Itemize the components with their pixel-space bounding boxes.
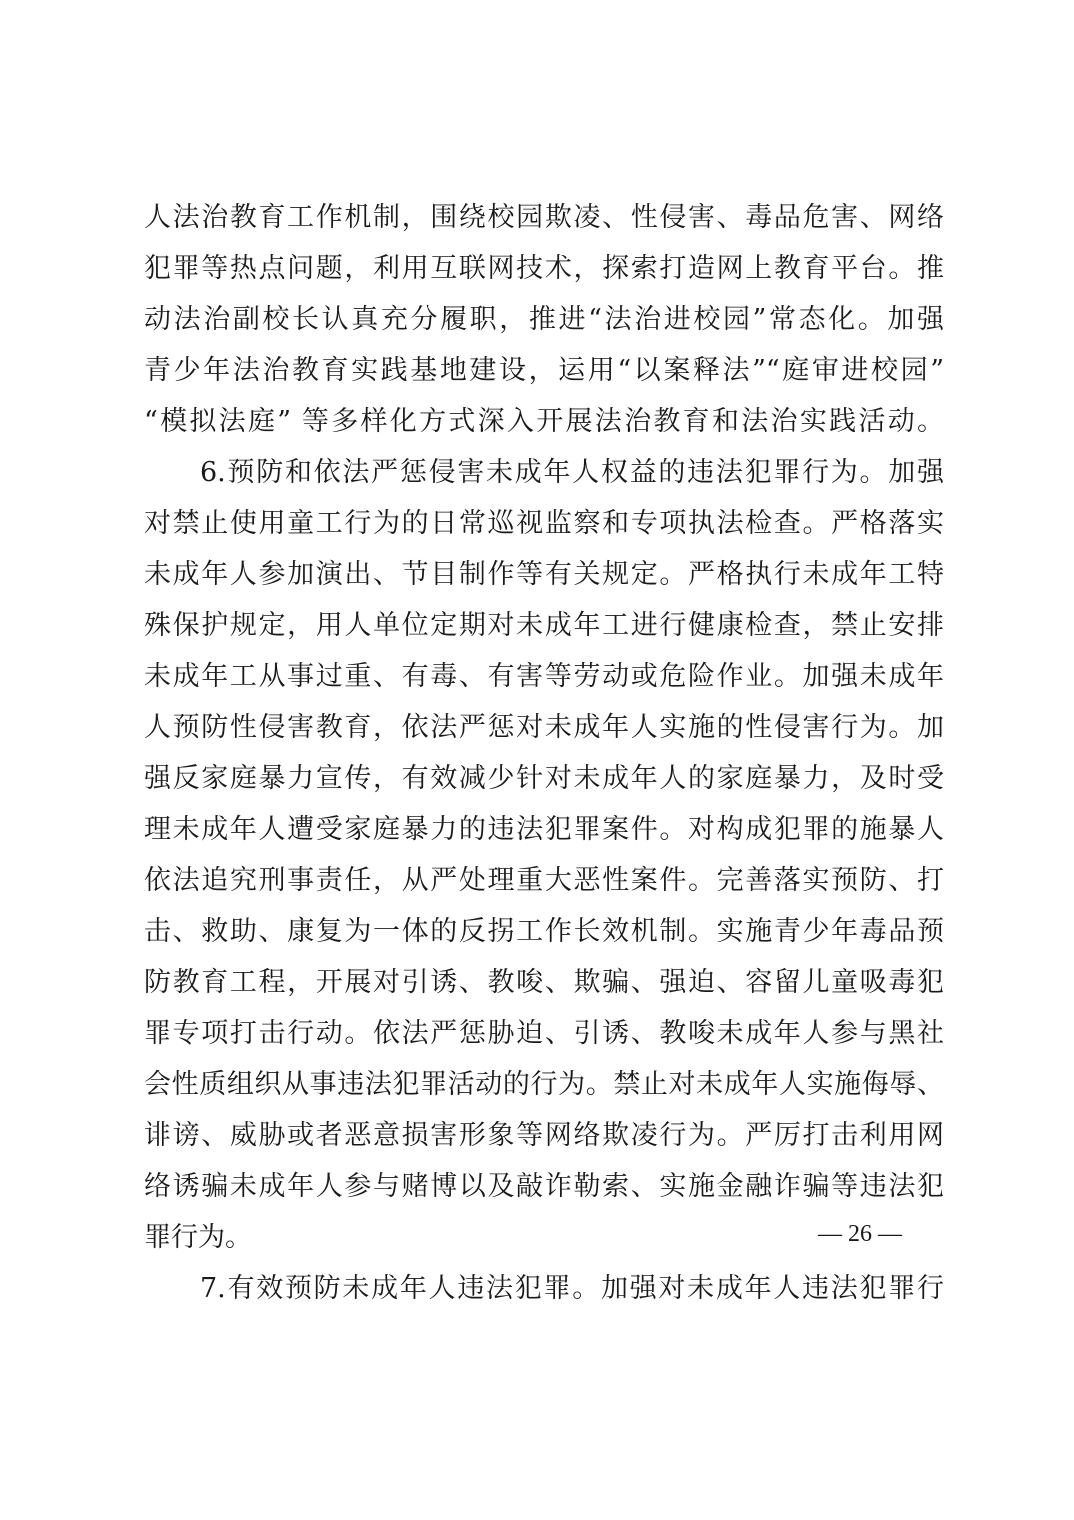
text-line: 诽谤、威胁或者恶意损害形象等网络欺凌行为。严厉打击利用网 (144, 1120, 944, 1151)
text-line: 强反家庭暴力宣传，有效减少针对未成年人的家庭暴力，及时受 (144, 763, 944, 794)
text-line: 会性质组织从事违法犯罪活动的行为。禁止对未成年人实施侮辱、 (144, 1069, 944, 1100)
text-line: 人预防性侵害教育，依法严惩对未成年人实施的性侵害行为。加 (144, 712, 944, 743)
text-line: 络诱骗未成年人参与赌博以及敲诈勒索、实施金融诈骗等违法犯 (144, 1171, 944, 1202)
paragraph-7-start: 7.有效预防未成年人违法犯罪。加强对未成年人违法犯罪行 (200, 1273, 944, 1304)
text-line: 殊保护规定，用人单位定期对未成年工进行健康检查，禁止安排 (144, 610, 944, 641)
text-line: 罪行为。 (144, 1222, 252, 1253)
body-text (144, 192, 944, 1314)
text-line: 对禁止使用童工行为的日常巡视监察和专项执法检查。严格落实 (144, 508, 944, 539)
text-line: 青少年法治教育实践基地建设，运用“以案释法”“庭审进校园” (144, 355, 944, 386)
text-line: 人法治教育工作机制，围绕校园欺凌、性侵害、毒品危害、网络 (144, 202, 944, 233)
paragraph-6-start: 6.预防和依法严惩侵害未成年人权益的违法犯罪行为。加强 (200, 457, 944, 488)
text-line: 未成年工从事过重、有毒、有害等劳动或危险作业。加强未成年 (144, 661, 944, 692)
text-line: 动法治副校长认真充分履职，推进“法治进校园”常态化。加强 (144, 304, 944, 335)
text-line: 未成年人参加演出、节目制作等有关规定。严格执行未成年工特 (144, 559, 944, 590)
text-line: 理未成年人遭受家庭暴力的违法犯罪案件。对构成犯罪的施暴人 (144, 814, 944, 845)
text-line: 击、救助、康复为一体的反拐工作长效机制。实施青少年毒品预 (144, 916, 944, 947)
text-line: 依法追究刑事责任，从严处理重大恶性案件。完善落实预防、打 (144, 865, 944, 896)
text-line: 防教育工程，开展对引诱、教唆、欺骗、强迫、容留儿童吸毒犯 (144, 967, 944, 998)
page-number: — 26 — (818, 1221, 902, 1247)
text-line: 犯罪等热点问题，利用互联网技术，探索打造网上教育平台。推 (144, 253, 944, 284)
text-line: “模拟法庭” 等多样化方式深入开展法治教育和法治实践活动。 (144, 406, 944, 437)
text-line: 罪专项打击行动。依法严惩胁迫、引诱、教唆未成年人参与黑社 (144, 1018, 944, 1049)
